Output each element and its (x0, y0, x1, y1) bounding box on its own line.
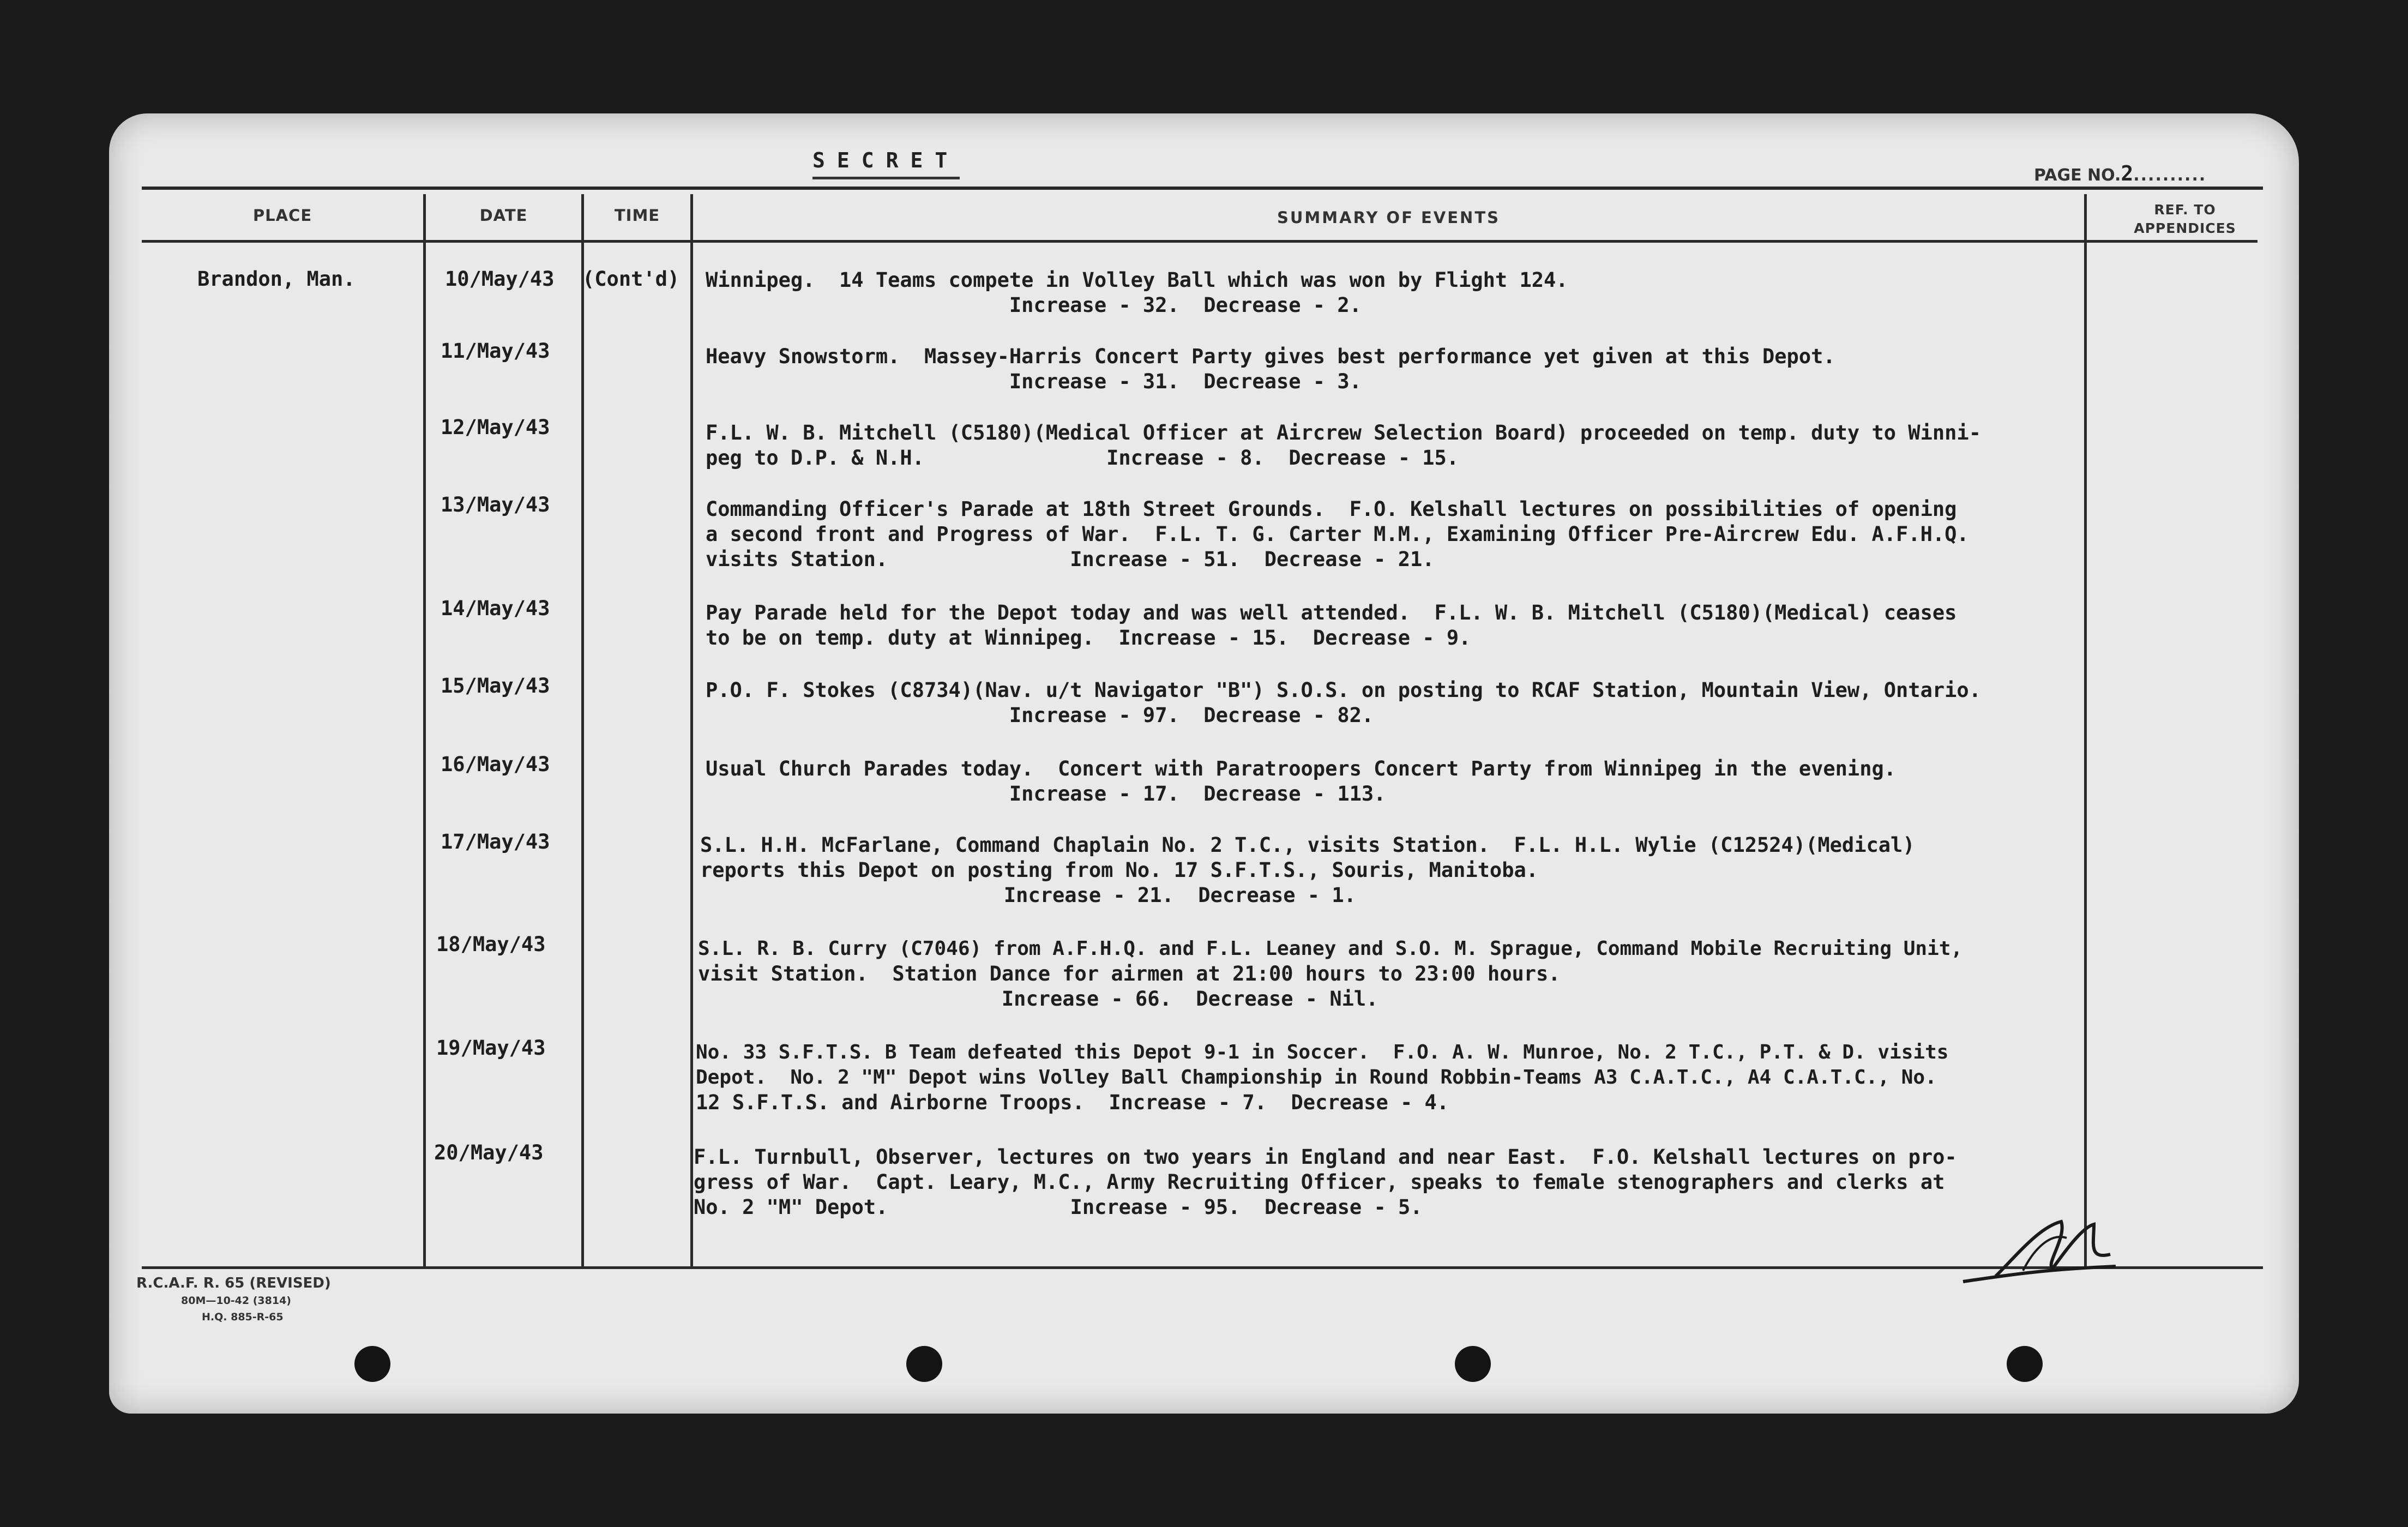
entry-date: 11/May/43 (441, 339, 550, 363)
classification-stamp: SECRET (812, 148, 960, 172)
entry-date: 12/May/43 (441, 416, 550, 439)
entry-date: 19/May/43 (436, 1036, 546, 1060)
classification-underline (812, 177, 960, 179)
summary-column-header: SUMMARY OF EVENTS (1277, 208, 1500, 227)
entry-line: S.L. R. B. Curry (C7046) from A.F.H.Q. and F.L. Leaney and S.O. M. Sprague, Command Mobile Recruiting Unit, (698, 937, 1963, 960)
entry-line: Increase - 32. Decrease - 2. (706, 293, 1362, 317)
ref-column-header-line1: REF. TO (2154, 202, 2216, 218)
entry-time: (Cont'd) (582, 267, 680, 291)
entry-line: Commanding Officer's Parade at 18th Street Grounds. F.O. Kelshall lectures on possibilities of opening (706, 497, 1957, 521)
entry-line: reports this Depot on posting from No. 17 S.F.T.S., Souris, Manitoba. (700, 858, 1539, 882)
entry-date: 18/May/43 (436, 933, 546, 956)
date-column-header: DATE (479, 206, 528, 225)
entry-line: visits Station. Increase - 51. Decrease - 21. (706, 548, 1435, 571)
binder-hole (2007, 1346, 2043, 1382)
form-number-line2: 80M—10-42 (3814) (181, 1295, 291, 1307)
header-bottom-rule (142, 240, 2258, 243)
binder-hole (354, 1346, 390, 1382)
entry-line: peg to D.P. & N.H. Increase - 8. Decrease - 15. (706, 446, 1459, 470)
entry-line: Heavy Snowstorm. Massey-Harris Concert Party gives best performance yet given at this Depot. (706, 345, 1835, 368)
page-number-dots: .......... (2133, 166, 2207, 185)
binder-hole (906, 1346, 942, 1382)
page-number: 2 (2121, 161, 2134, 185)
entry-line: Increase - 21. Decrease - 1. (700, 883, 1356, 907)
entry-date: 20/May/43 (434, 1141, 544, 1164)
entry-line: visit Station. Station Dance for airmen at 21:00 hours to 23:00 hours. (698, 962, 1561, 985)
entry-line: Pay Parade held for the Depot today and was well attended. F.L. W. B. Mitchell (C5180)(Medical) ceases (706, 601, 1957, 624)
entry-line: Increase - 17. Decrease - 113. (706, 782, 1386, 805)
entry-line: Increase - 31. Decrease - 3. (706, 370, 1362, 393)
entry-line: Increase - 97. Decrease - 82. (706, 704, 1374, 727)
place-value: Brandon, Man. (197, 267, 356, 291)
signature-initials (1958, 1205, 2121, 1292)
entry-line: Depot. No. 2 "M" Depot wins Volley Ball Championship in Round Robbin-Teams A3 C.A.T.C., A4 C.A.T.C., No. (696, 1066, 1937, 1089)
entry-line: F.L. W. B. Mitchell (C5180)(Medical Officer at Aircrew Selection Board) proceeded on temp. duty to Winni- (706, 421, 1981, 444)
entry-date: 13/May/43 (441, 493, 550, 516)
summary-column-divider (690, 194, 693, 1266)
entry-date: 15/May/43 (441, 674, 550, 698)
entry-line: No. 33 S.F.T.S. B Team defeated this Depot 9-1 in Soccer. F.O. A. W. Munroe, No. 2 T.C., P.T. & D. visits (696, 1041, 1949, 1063)
entry-line: Usual Church Parades today. Concert with Paratroopers Concert Party from Winnipeg in the evening. (706, 757, 1897, 780)
entry-date: 16/May/43 (441, 753, 550, 776)
entry-line: 12 S.F.T.S. and Airborne Troops. Increase - 7. Decrease - 4. (696, 1091, 1449, 1114)
page-number-label: PAGE NO. (2034, 166, 2121, 185)
time-column-header: TIME (614, 206, 660, 225)
entry-line: a second front and Progress of War. F.L. T. G. Carter M.M., Examining Officer Pre-Aircrew Edu. A.F.H.Q. (706, 522, 1969, 546)
entry-line: Increase - 66. Decrease - Nil. (698, 987, 1378, 1011)
entry-line: F.L. Turnbull, Observer, lectures on two years in England and near East. F.O. Kelshall lectures on pro- (694, 1145, 1957, 1169)
entry-date: 10/May/43 (445, 267, 555, 291)
entry-line: Winnipeg. 14 Teams compete in Volley Ball which was won by Flight 124. (706, 268, 1568, 292)
date-column-divider (423, 194, 426, 1266)
entry-line: gress of War. Capt. Leary, M.C., Army Recruiting Officer, speaks to female stenographers and clerks at (694, 1170, 1945, 1194)
binder-hole (1455, 1346, 1491, 1382)
entry-line: No. 2 "M" Depot. Increase - 95. Decrease - 5. (694, 1195, 1423, 1219)
entry-line: to be on temp. duty at Winnipeg. Increase - 15. Decrease - 9. (706, 626, 1471, 650)
entry-date: 17/May/43 (441, 830, 550, 853)
ref-column-header-line2: APPENDICES (2134, 220, 2236, 236)
table-bottom-rule (142, 1266, 2263, 1269)
entry-line: S.L. H.H. McFarlane, Command Chaplain No. 2 T.C., visits Station. F.L. H.L. Wylie (C12524)(Medical) (700, 833, 1915, 857)
ref-column-divider (2084, 194, 2087, 1266)
time-column-divider (581, 194, 584, 1266)
form-number-line3: H.Q. 885-R-65 (202, 1311, 284, 1323)
page-number-field (2034, 161, 2206, 185)
entry-date: 14/May/43 (441, 597, 550, 620)
header-top-rule (142, 187, 2263, 190)
form-number-line1: R.C.A.F. R. 65 (REVISED) (136, 1275, 331, 1291)
entry-line: P.O. F. Stokes (C8734)(Nav. u/t Navigator "B") S.O.S. on posting to RCAF Station, Mountain View, Ontario. (706, 678, 1981, 702)
place-column-header: PLACE (252, 206, 312, 225)
